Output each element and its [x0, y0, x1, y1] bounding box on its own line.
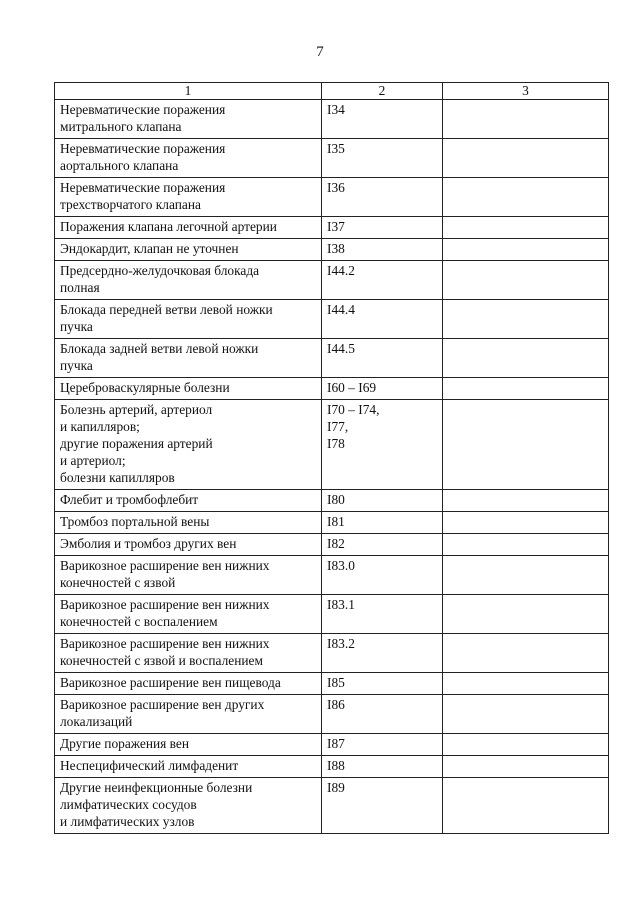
- table-row: [55, 139, 609, 178]
- icd-code-cell: I83.0: [322, 556, 443, 595]
- note-cell: [443, 595, 609, 634]
- note-cell: [443, 100, 609, 139]
- disease-name-cell: Варикозное расширение вен пищевода: [55, 673, 322, 695]
- table-row: [55, 695, 609, 734]
- column-header-3: 3: [443, 83, 609, 100]
- disease-name-cell: Тромбоз портальной вены: [55, 512, 322, 534]
- disease-name-cell: Эндокардит, клапан не уточнен: [55, 239, 322, 261]
- icd-code-cell: I44.5: [322, 339, 443, 378]
- disease-code-table: [54, 82, 609, 834]
- note-cell: [443, 556, 609, 595]
- disease-name-cell: Блокада передней ветви левой ножки пучка: [55, 300, 322, 339]
- icd-code-cell: I89: [322, 778, 443, 834]
- note-cell: [443, 673, 609, 695]
- icd-code-cell: I86: [322, 695, 443, 734]
- table-row: [55, 261, 609, 300]
- table-row: [55, 534, 609, 556]
- note-cell: [443, 139, 609, 178]
- note-cell: [443, 695, 609, 734]
- table-row: [55, 634, 609, 673]
- disease-name-cell: Варикозное расширение вен нижних конечностей с воспалением: [55, 595, 322, 634]
- note-cell: [443, 734, 609, 756]
- note-cell: [443, 178, 609, 217]
- icd-code-cell: I38: [322, 239, 443, 261]
- note-cell: [443, 534, 609, 556]
- disease-name-cell: Флебит и тромбофлебит: [55, 490, 322, 512]
- icd-code-cell: I34: [322, 100, 443, 139]
- icd-code-cell: I80: [322, 490, 443, 512]
- table-row: [55, 756, 609, 778]
- disease-name-cell: Эмболия и тромбоз других вен: [55, 534, 322, 556]
- table-row: [55, 178, 609, 217]
- icd-code-cell: I37: [322, 217, 443, 239]
- table-row: [55, 378, 609, 400]
- note-cell: [443, 756, 609, 778]
- icd-code-cell: I44.4: [322, 300, 443, 339]
- column-header-1: 1: [55, 83, 322, 100]
- icd-code-cell: I44.2: [322, 261, 443, 300]
- disease-name-cell: Неревматические поражения митрального клапана: [55, 100, 322, 139]
- table-row: [55, 512, 609, 534]
- note-cell: [443, 490, 609, 512]
- table-row: [55, 300, 609, 339]
- note-cell: [443, 261, 609, 300]
- icd-code-cell: I81: [322, 512, 443, 534]
- icd-code-cell: I82: [322, 534, 443, 556]
- icd-code-cell: I83.1: [322, 595, 443, 634]
- icd-code-cell: I70 – I74, I77, I78: [322, 400, 443, 490]
- disease-name-cell: Цереброваскулярные болезни: [55, 378, 322, 400]
- icd-code-cell: I35: [322, 139, 443, 178]
- icd-code-cell: I83.2: [322, 634, 443, 673]
- table-row: [55, 100, 609, 139]
- table-row: [55, 734, 609, 756]
- page-number: 7: [316, 44, 324, 60]
- icd-code-cell: I85: [322, 673, 443, 695]
- disease-name-cell: Болезнь артерий, артериол и капилляров; другие поражения артерий и артериол; болезни капилляров: [55, 400, 322, 490]
- icd-code-cell: I36: [322, 178, 443, 217]
- table-row: [55, 339, 609, 378]
- table-row: [55, 239, 609, 261]
- table-row: [55, 556, 609, 595]
- disease-name-cell: Варикозное расширение вен нижних конечностей с язвой: [55, 556, 322, 595]
- note-cell: [443, 400, 609, 490]
- note-cell: [443, 217, 609, 239]
- table-row: [55, 673, 609, 695]
- note-cell: [443, 512, 609, 534]
- table-row: [55, 595, 609, 634]
- disease-name-cell: Неревматические поражения аортального клапана: [55, 139, 322, 178]
- disease-name-cell: Предсердно-желудочковая блокада полная: [55, 261, 322, 300]
- disease-name-cell: Варикозное расширение вен нижних конечностей с язвой и воспалением: [55, 634, 322, 673]
- disease-name-cell: Другие поражения вен: [55, 734, 322, 756]
- disease-name-cell: Неспецифический лимфаденит: [55, 756, 322, 778]
- note-cell: [443, 778, 609, 834]
- table-header-row: [55, 83, 609, 100]
- note-cell: [443, 300, 609, 339]
- disease-name-cell: Неревматические поражения трехстворчатого клапана: [55, 178, 322, 217]
- note-cell: [443, 339, 609, 378]
- disease-name-cell: Другие неинфекционные болезни лимфатических сосудов и лимфатических узлов: [55, 778, 322, 834]
- disease-name-cell: Варикозное расширение вен других локализаций: [55, 695, 322, 734]
- note-cell: [443, 378, 609, 400]
- icd-code-cell: I60 – I69: [322, 378, 443, 400]
- column-header-2: 2: [322, 83, 443, 100]
- note-cell: [443, 239, 609, 261]
- table-row: [55, 217, 609, 239]
- icd-code-cell: I87: [322, 734, 443, 756]
- disease-name-cell: Блокада задней ветви левой ножки пучка: [55, 339, 322, 378]
- table-row: [55, 778, 609, 834]
- table-row: [55, 490, 609, 512]
- icd-code-cell: I88: [322, 756, 443, 778]
- note-cell: [443, 634, 609, 673]
- table-row: [55, 400, 609, 490]
- disease-name-cell: Поражения клапана легочной артерии: [55, 217, 322, 239]
